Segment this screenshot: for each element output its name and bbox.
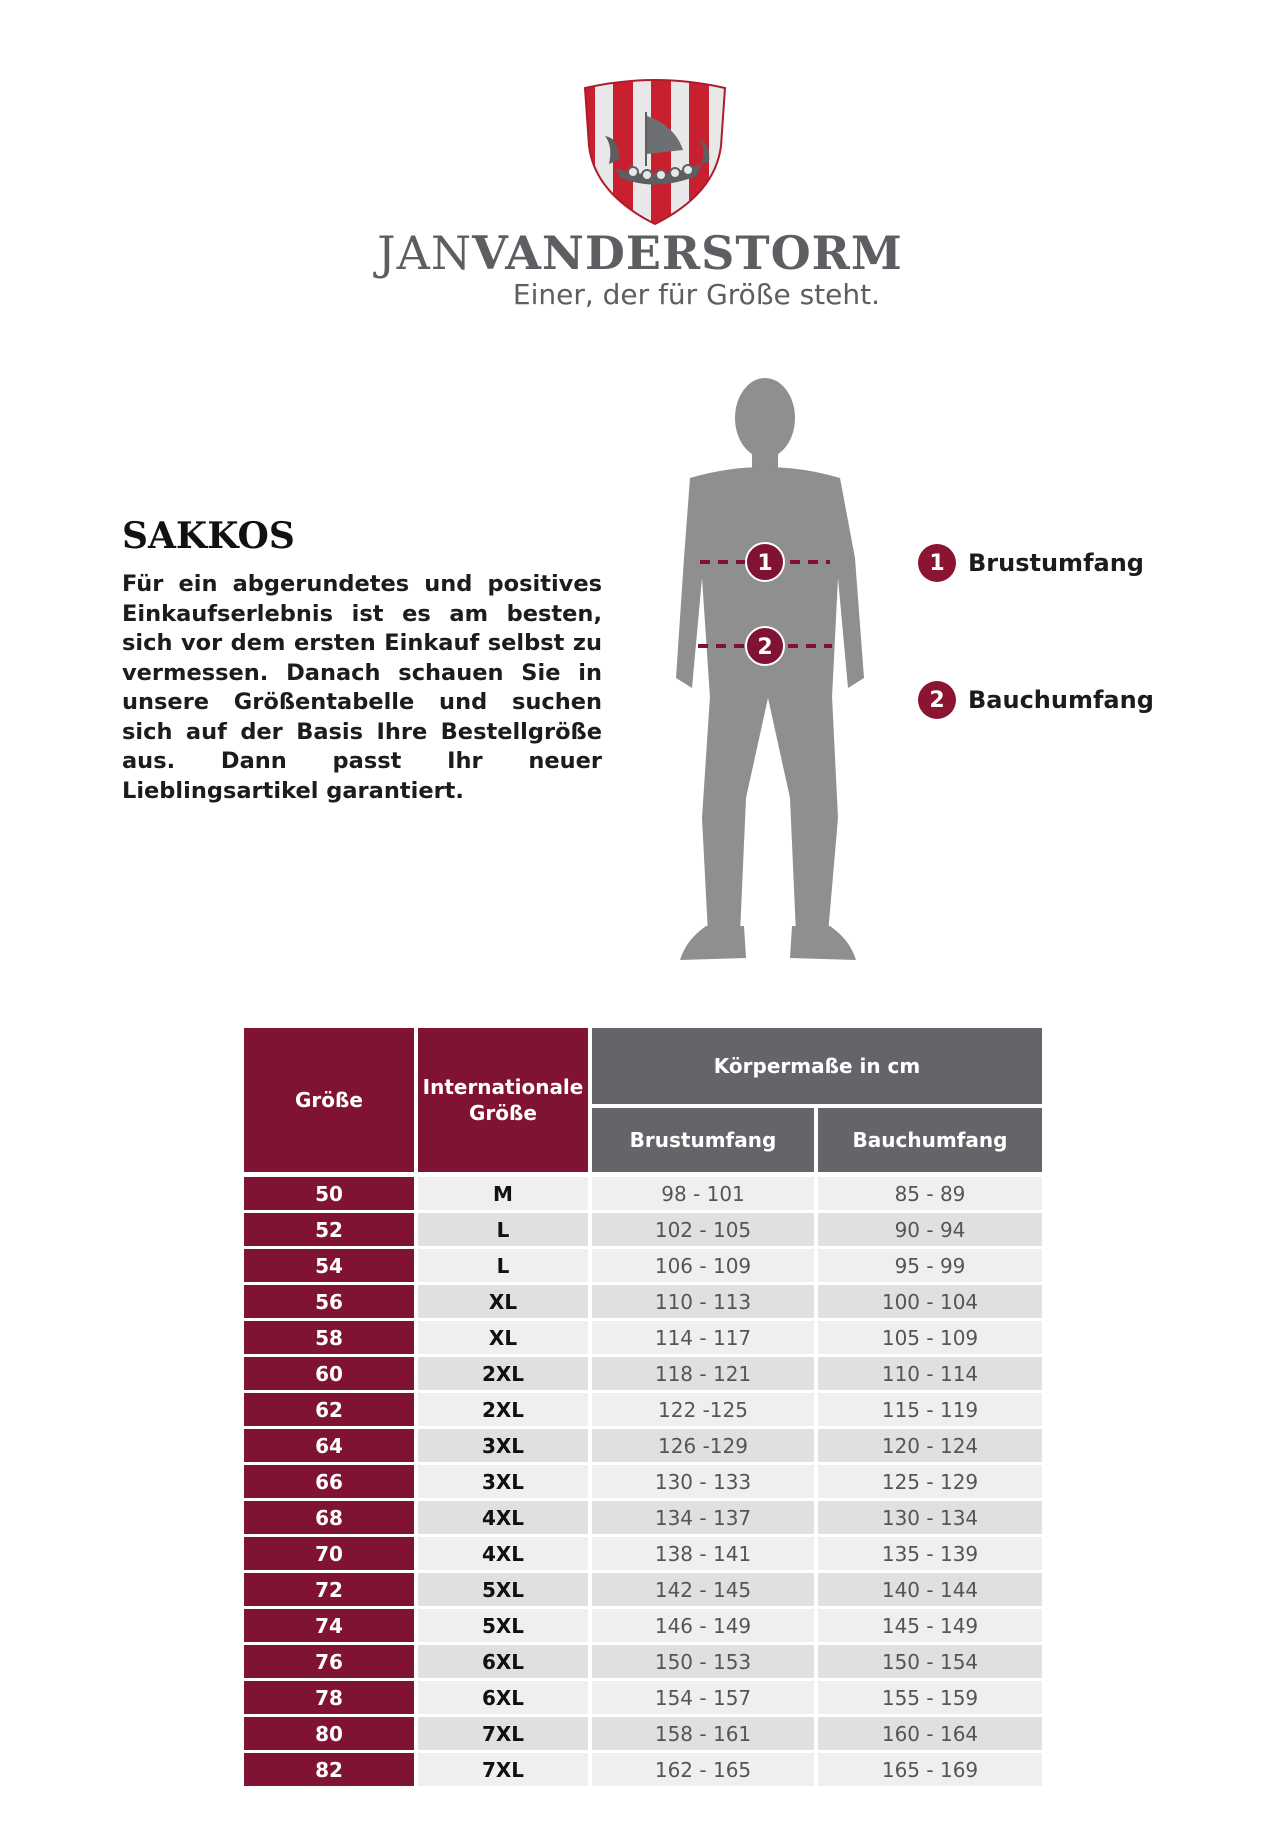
cell-international: 7XL (418, 1717, 588, 1750)
cell-international: 2XL (418, 1393, 588, 1426)
cell-waist: 90 - 94 (818, 1213, 1042, 1246)
legend-chest (918, 544, 1144, 582)
table-row (244, 1537, 1042, 1570)
table-row (244, 1717, 1042, 1750)
cell-size: 82 (244, 1753, 414, 1786)
cell-international: 6XL (418, 1681, 588, 1714)
brand-shield-logo (575, 76, 735, 226)
table-row (244, 1501, 1042, 1534)
cell-waist: 105 - 109 (818, 1321, 1042, 1354)
cell-size: 62 (244, 1393, 414, 1426)
cell-international: 5XL (418, 1573, 588, 1606)
cell-chest: 98 - 101 (592, 1177, 814, 1210)
figure-marker-1: 1 (757, 551, 773, 576)
table-row (244, 1393, 1042, 1426)
cell-size: 80 (244, 1717, 414, 1750)
cell-chest: 122 -125 (592, 1393, 814, 1426)
cell-size: 64 (244, 1429, 414, 1462)
brand-name-light: JAN (377, 226, 473, 280)
cell-international: 2XL (418, 1357, 588, 1390)
brand-name-bold: VANDERSTORM (472, 226, 903, 280)
cell-chest: 130 - 133 (592, 1465, 814, 1498)
cell-international: L (418, 1213, 588, 1246)
header-body-measures: Körpermaße in cm (592, 1028, 1042, 1104)
cell-size: 68 (244, 1501, 414, 1534)
legend-waist (918, 681, 1154, 719)
cell-chest: 106 - 109 (592, 1249, 814, 1282)
cell-size: 50 (244, 1177, 414, 1210)
cell-chest: 158 - 161 (592, 1717, 814, 1750)
cell-size: 74 (244, 1609, 414, 1642)
cell-chest: 162 - 165 (592, 1753, 814, 1786)
cell-waist: 140 - 144 (818, 1573, 1042, 1606)
cell-waist: 95 - 99 (818, 1249, 1042, 1282)
cell-chest: 118 - 121 (592, 1357, 814, 1390)
cell-chest: 102 - 105 (592, 1213, 814, 1246)
cell-chest: 134 - 137 (592, 1501, 814, 1534)
cell-international: 4XL (418, 1537, 588, 1570)
header-waist: Bauchumfang (818, 1108, 1042, 1172)
legend-label-waist: Bauchumfang (968, 686, 1154, 714)
cell-size: 72 (244, 1573, 414, 1606)
intro-text: Für ein abgerundetes und positives Einkaufserlebnis ist es am besten, sich vor dem ersten Einkauf selbst zu vermessen. Danach schauen Sie in unsere Größentabelle und suchen sich auf der Basis Ihre Bestellgröße aus. Dann passt Ihr neuer Lieblingsartikel garantiert. (122, 571, 602, 804)
cell-waist: 120 - 124 (818, 1429, 1042, 1462)
table-row (244, 1681, 1042, 1714)
cell-size: 58 (244, 1321, 414, 1354)
cell-international: XL (418, 1285, 588, 1318)
legend-label-chest: Brustumfang (968, 549, 1144, 577)
cell-waist: 85 - 89 (818, 1177, 1042, 1210)
brand-tagline: Einer, der für Größe steht. (512, 278, 880, 311)
legend-number-1: 1 (918, 544, 956, 582)
cell-chest: 146 - 149 (592, 1609, 814, 1642)
cell-chest: 114 - 117 (592, 1321, 814, 1354)
cell-chest: 110 - 113 (592, 1285, 814, 1318)
table-row (244, 1213, 1042, 1246)
cell-size: 78 (244, 1681, 414, 1714)
figure-marker-2: 2 (757, 635, 773, 660)
legend-number-2: 2 (918, 681, 956, 719)
table-row (244, 1249, 1042, 1282)
cell-international: 7XL (418, 1753, 588, 1786)
table-row (244, 1609, 1042, 1642)
cell-waist: 110 - 114 (818, 1357, 1042, 1390)
cell-size: 54 (244, 1249, 414, 1282)
header-chest: Brustumfang (592, 1108, 814, 1172)
cell-size: 56 (244, 1285, 414, 1318)
cell-international: 3XL (418, 1465, 588, 1498)
cell-international: 6XL (418, 1645, 588, 1678)
table-row (244, 1357, 1042, 1390)
table-row (244, 1429, 1042, 1462)
cell-chest: 138 - 141 (592, 1537, 814, 1570)
cell-chest: 126 -129 (592, 1429, 814, 1462)
cell-international: XL (418, 1321, 588, 1354)
cell-size: 66 (244, 1465, 414, 1498)
table-row (244, 1645, 1042, 1678)
cell-size: 76 (244, 1645, 414, 1678)
table-row (244, 1573, 1042, 1606)
table-row (244, 1285, 1042, 1318)
cell-waist: 155 - 159 (818, 1681, 1042, 1714)
cell-international: L (418, 1249, 588, 1282)
table-row (244, 1465, 1042, 1498)
cell-waist: 130 - 134 (818, 1501, 1042, 1534)
cell-size: 60 (244, 1357, 414, 1390)
cell-size: 70 (244, 1537, 414, 1570)
cell-chest: 142 - 145 (592, 1573, 814, 1606)
cell-waist: 135 - 139 (818, 1537, 1042, 1570)
header-international: Internationale Größe (418, 1028, 588, 1172)
table-row (244, 1177, 1042, 1210)
cell-waist: 145 - 149 (818, 1609, 1042, 1642)
cell-waist: 125 - 129 (818, 1465, 1042, 1498)
cell-waist: 100 - 104 (818, 1285, 1042, 1318)
table-row (244, 1753, 1042, 1786)
cell-size: 52 (244, 1213, 414, 1246)
cell-waist: 165 - 169 (818, 1753, 1042, 1786)
brand-name (0, 226, 1280, 280)
cell-international: M (418, 1177, 588, 1210)
cell-chest: 150 - 153 (592, 1645, 814, 1678)
cell-waist: 160 - 164 (818, 1717, 1042, 1750)
cell-chest: 154 - 157 (592, 1681, 814, 1714)
cell-international: 5XL (418, 1609, 588, 1642)
person-silhouette-icon (650, 378, 880, 966)
cell-waist: 115 - 119 (818, 1393, 1042, 1426)
page-title: SAKKOS (122, 515, 295, 557)
cell-international: 4XL (418, 1501, 588, 1534)
header-size: Größe (244, 1028, 414, 1172)
table-row (244, 1321, 1042, 1354)
cell-waist: 150 - 154 (818, 1645, 1042, 1678)
cell-international: 3XL (418, 1429, 588, 1462)
